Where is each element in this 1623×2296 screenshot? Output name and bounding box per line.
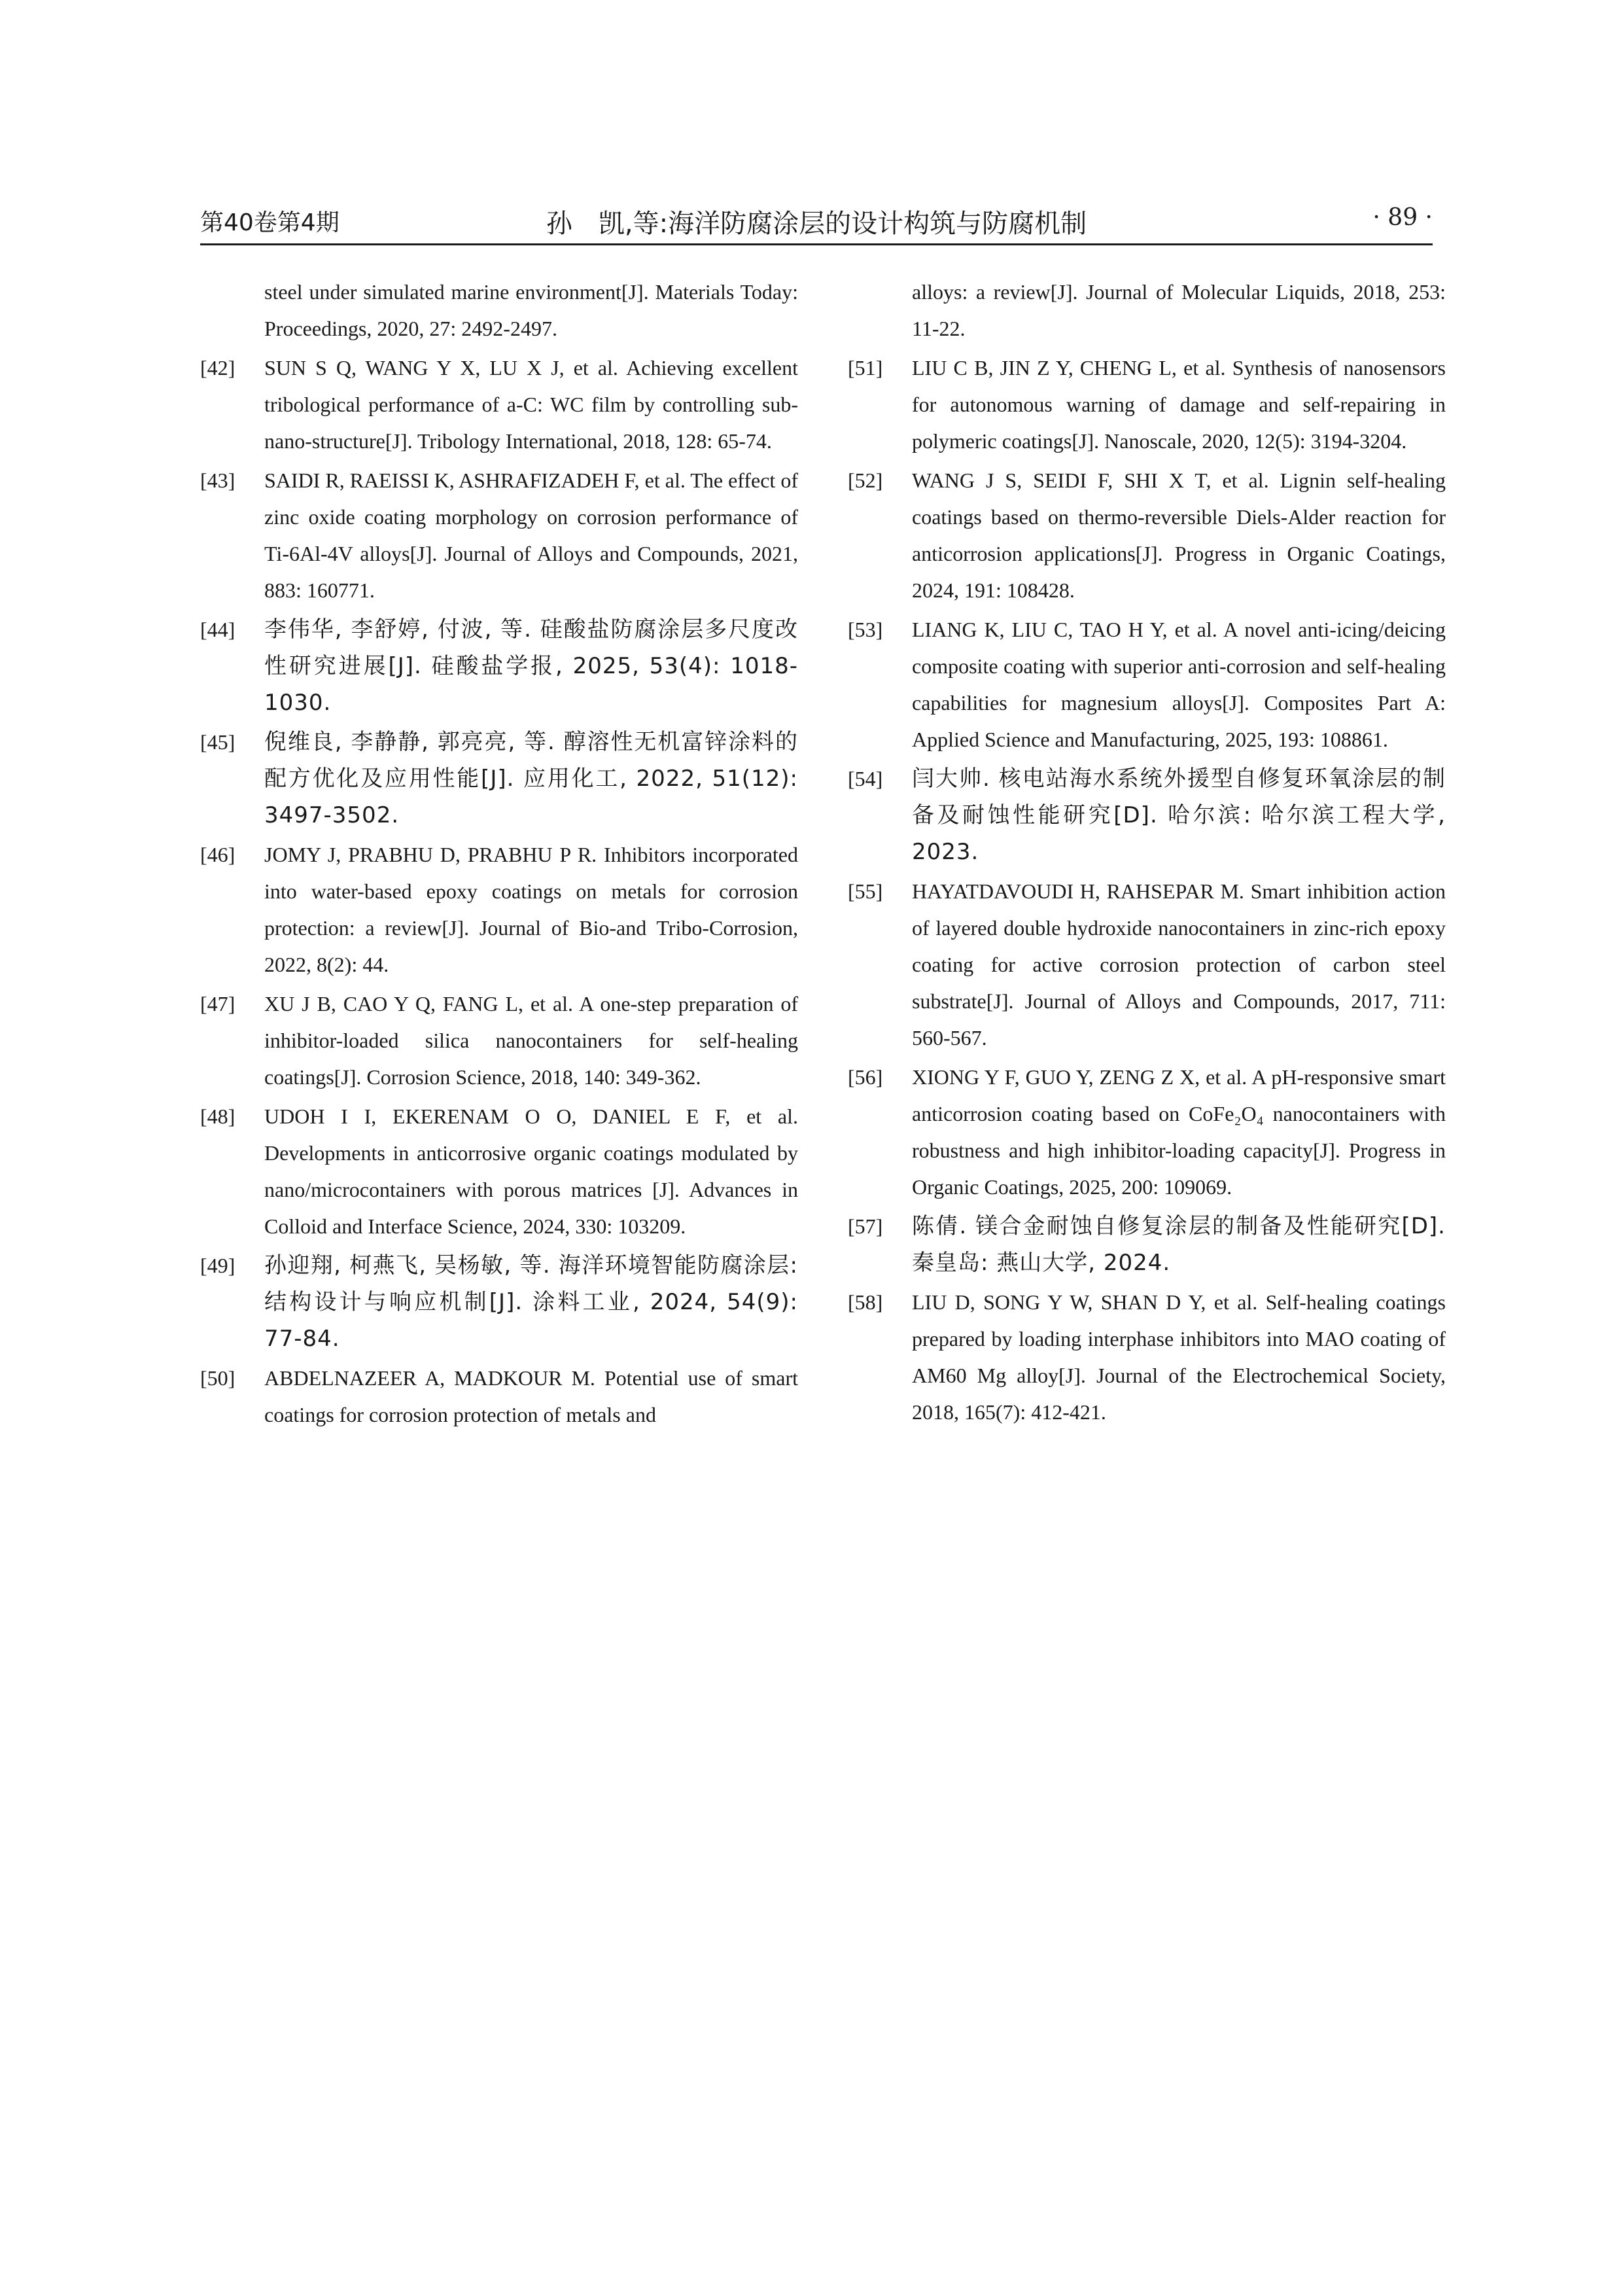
reference-text: 李伟华, 李舒婷, 付波, 等. 硅酸盐防腐涂层多尺度改性研究进展[J]. 硅酸盐学报, 2025, 53(4): 1018-1030. [264, 616, 798, 716]
reference-number: [52] [848, 468, 883, 492]
reference-item [848, 873, 1446, 1056]
page-number: · 89 · [1372, 204, 1433, 231]
reference-number: [57] [848, 1214, 883, 1238]
reference-number: [43] [200, 468, 236, 492]
reference-text: XIONG Y F, GUO Y, ZENG Z X, et al. A pH-responsive smart anticorrosion coating based on CoFe₂O₄ nanocontainers with robustness and high inhibitor-loading capacity[J]. Progress in Organic Coatings, 2025, 200: 109069. [912, 1065, 1446, 1199]
reference-item [200, 349, 798, 459]
reference-number: [42] [200, 356, 236, 380]
reference-number: [51] [848, 356, 883, 380]
reference-item [848, 349, 1446, 459]
reference-text: UDOH I I, EKERENAM O O, DANIEL E F, et al. Developments in anticorrosive organic coatings modulated by nano/microcontainers with porous matrices [J]. Advances in Colloid and Interface Science, 2024, 330: 103209. [264, 1104, 798, 1238]
reference-item [200, 1098, 798, 1245]
reference-text: 陈倩. 镁合金耐蚀自修复涂层的制备及性能研究[D]. 秦皇岛: 燕山大学, 2024. [912, 1213, 1446, 1276]
reference-item [200, 462, 798, 609]
running-header [200, 200, 1433, 245]
reference-item [200, 985, 798, 1095]
reference-number: [49] [200, 1254, 236, 1277]
reference-item [848, 760, 1446, 870]
reference-item [848, 462, 1446, 609]
reference-number: [55] [848, 879, 883, 903]
reference-column-right [848, 274, 1446, 1433]
reference-number: [44] [200, 618, 236, 641]
reference-text: JOMY J, PRABHU D, PRABHU P R. Inhibitors incorporated into water-based epoxy coatings on metals for corrosion protection: a review[J]. Journal of Bio-and Tribo-Corrosion, 2022, 8(2): 44. [264, 843, 798, 976]
reference-text: SUN S Q, WANG Y X, LU X J, et al. Achieving excellent tribological performance of a-C: WC film by controlling sub-nano-structure[J]. Tribology International, 2018, 128: 65-74. [264, 356, 798, 453]
reference-number: [45] [200, 730, 236, 754]
reference-text: 孙迎翔, 柯燕飞, 吴杨敏, 等. 海洋环境智能防腐涂层: 结构设计与响应机制[J]. 涂料工业, 2024, 54(9): 77-84. [264, 1252, 798, 1352]
reference-item [848, 274, 1446, 347]
journal-volume-issue: 第40卷第4期 [200, 209, 340, 236]
reference-number: [56] [848, 1065, 883, 1089]
reference-item [200, 1247, 798, 1357]
reference-item [200, 724, 798, 834]
reference-item [848, 1284, 1446, 1430]
reference-text: 闫大帅. 核电站海水系统外援型自修复环氧涂层的制备及耐蚀性能研究[D]. 哈尔滨: 哈尔滨工程大学, 2023. [912, 766, 1446, 865]
reference-number: [46] [200, 843, 236, 866]
reference-text: ABDELNAZEER A, MADKOUR M. Potential use of smart coatings for corrosion protection of metals and [264, 1366, 798, 1426]
reference-text: LIU D, SONG Y W, SHAN D Y, et al. Self-healing coatings prepared by loading interphase inhibitors into MAO coating of AM60 Mg alloy[J]. Journal of the Electrochemical Society, 2018, 165(7): 412-421. [912, 1290, 1446, 1424]
reference-item [200, 1360, 798, 1433]
reference-number: [48] [200, 1104, 236, 1128]
reference-number: [47] [200, 992, 236, 1016]
reference-item [848, 611, 1446, 758]
reference-number: [54] [848, 767, 883, 790]
reference-text: steel under simulated marine environment[J]. Materials Today: Proceedings, 2020, 27: 2492-2497. [264, 280, 798, 340]
reference-text: LIU C B, JIN Z Y, CHENG L, et al. Synthesis of nanosensors for autonomous warning of damage and self-repairing in polymeric coatings[J]. Nanoscale, 2020, 12(5): 3194-3204. [912, 356, 1446, 453]
reference-number: [58] [848, 1290, 883, 1314]
reference-item [200, 611, 798, 721]
reference-text: 倪维良, 李静静, 郭亮亮, 等. 醇溶性无机富锌涂料的配方优化及应用性能[J]. 应用化工, 2022, 51(12): 3497-3502. [264, 729, 798, 828]
reference-number: [50] [200, 1366, 236, 1390]
reference-item [200, 836, 798, 983]
reference-item [848, 1059, 1446, 1205]
reference-column-left [200, 274, 798, 1436]
running-title: 孙 凯,等:海洋防腐涂层的设计构筑与防腐机制 [546, 209, 1087, 239]
reference-text: XU J B, CAO Y Q, FANG L, et al. A one-step preparation of inhibitor-loaded silica nanocontainers for self-healing coatings[J]. Corrosion Science, 2018, 140: 349-362. [264, 992, 798, 1089]
reference-text: HAYATDAVOUDI H, RAHSEPAR M. Smart inhibition action of layered double hydroxide nanocontainers in zinc-rich epoxy coating for active corrosion protection of carbon steel substrate[J]. Journal of Alloys and Compounds, 2017, 711: 560-567. [912, 879, 1446, 1050]
reference-text: LIANG K, LIU C, TAO H Y, et al. A novel anti-icing/deicing composite coating with superior anti-corrosion and self-healing capabilities for magnesium alloys[J]. Composites Part A: Applied Science and Manufacturing, 2025, 193: 108861. [912, 618, 1446, 751]
reference-item [848, 1208, 1446, 1281]
reference-text: alloys: a review[J]. Journal of Molecular Liquids, 2018, 253: 11-22. [912, 280, 1446, 340]
reference-text: SAIDI R, RAEISSI K, ASHRAFIZADEH F, et al. The effect of zinc oxide coating morphology on corrosion performance of Ti-6Al-4V alloys[J]. Journal of Alloys and Compounds, 2021, 883: 160771. [264, 468, 798, 602]
reference-item [200, 274, 798, 347]
reference-number: [53] [848, 618, 883, 641]
reference-text: WANG J S, SEIDI F, SHI X T, et al. Lignin self-healing coatings based on thermo-reversible Diels-Alder reaction for anticorrosion applications[J]. Progress in Organic Coatings, 2024, 191: 108428. [912, 468, 1446, 602]
